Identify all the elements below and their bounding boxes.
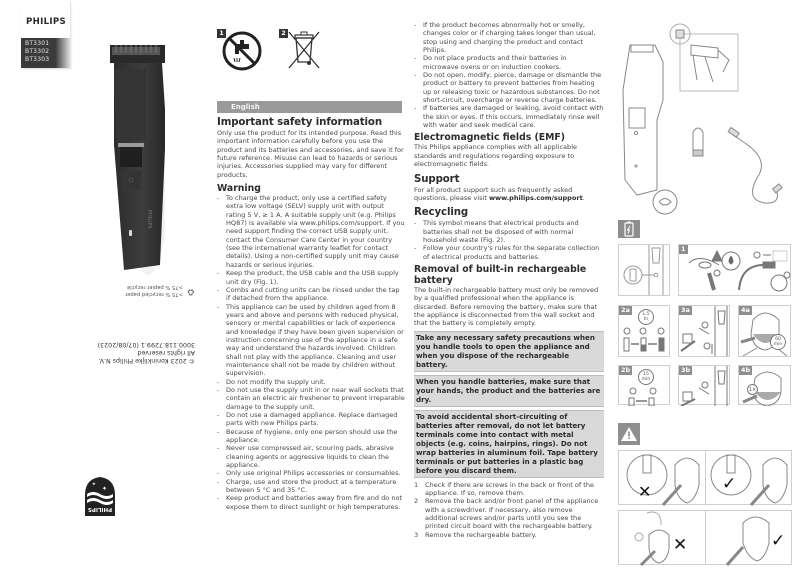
panel-usb-connect: [678, 244, 791, 296]
safety-heading: Important safety information: [217, 117, 382, 128]
warning-heading: Warning: [217, 183, 261, 195]
warning-section-tile: [618, 423, 640, 445]
warning-list-continued: [414, 21, 604, 129]
step-number: 3: [414, 530, 419, 539]
support-text: [414, 186, 604, 203]
philips-shield-logo: [82, 475, 118, 519]
removal-step: [414, 481, 604, 498]
support-text-body: For all product support such as frequently asked questions, please visit: [414, 185, 573, 202]
panel-tag: 4b: [741, 366, 751, 374]
warning-item: - To charge the product, only use a certified safety extra low voltage (SELV) supply unit with output rating 5 V, ≥ 1 A. A suitable supply unit (e.g. Philips HQ87) is available via www.philips.com/support. If you need support finding the correct USB supply unit, contact the Consumer Care Center in your country (see the international warranty leaflet for contact details). Using a non-certified supply unit may cause hazards or serious injuries.: [217, 194, 405, 269]
water-usage-panel: [618, 510, 792, 565]
step-text: Check if there are screws in the back or front of the appliance. If so, remove them.: [425, 480, 595, 497]
svg-text:✦: ✦: [91, 480, 96, 486]
wrong-mark-icon: ✕: [673, 535, 688, 555]
recycling-item: - This symbol means that electrical products and batteries shall not be disposed of with normal household waste (Fig. 2).: [414, 219, 604, 244]
panel-tag: 1: [681, 245, 686, 253]
battery-removal-heading: Removal of built-in rechargeable battery: [414, 263, 587, 286]
language-section-bar: English: [217, 101, 402, 113]
safety-intro: Only use the product for its intended purpose. Read this important information carefully before you use the product and its batteries and accessories, and save it for future reference. Misuse can lead to hazards or serious injuries. Accessories supplied may vary for different products.: [217, 129, 404, 179]
panel-plug-in-a: [678, 305, 730, 357]
model-number: BT3303: [25, 56, 50, 63]
run-time-badge: 60 min: [770, 334, 786, 350]
safety-callout: Take any necessary safety precautions when you handle tools to open the appliance and when you dispose of the rechargeable battery.: [414, 331, 604, 372]
warning-item: - Keep product and batteries away from fire and do not expose them to direct sunlight or high temperatures.: [217, 494, 405, 511]
shield-label: PHILIPS: [87, 506, 113, 512]
document-code: 3000.118.7299.1 (07/08/2023): [97, 341, 195, 348]
step-number: 2: [414, 497, 419, 506]
warning-item: - Only use original Philips accessories or consumables.: [217, 469, 405, 477]
warning-item: - Do not use the supply unit in or near wall sockets that contain an electric air freshener to prevent irreparable damage to the supply unit.: [217, 386, 405, 411]
warning-item: - Do not modify the supply unit.: [217, 378, 405, 386]
brand-logo: PHILIPS: [26, 17, 66, 27]
model-number: BT3301: [25, 40, 50, 47]
safety-callout: To avoid accidental short-circuiting of batteries after removal, do not let battery terminals come into contact with metal objects (e.g. coins, hairpins, rings). Do not wrap batteries in aluminum foil. Tape battery terminals or put batteries in a plastic bag before you discard them.: [414, 410, 604, 478]
one-time-badge: 1×: [747, 384, 758, 395]
figure-number: 2: [279, 29, 288, 38]
wrong-mark-icon: ✕: [638, 482, 652, 501]
panel-cordless-use: [738, 305, 791, 357]
svg-text:✦: ✦: [101, 484, 107, 491]
figure-1: [217, 20, 226, 39]
trimmer-product-image: [110, 45, 165, 275]
warning-item: - Because of hygiene, only one person should use the appliance.: [217, 428, 405, 445]
legal-notice: [80, 340, 195, 364]
warning-item: - Do not place products and their batteries in microwave ovens or on induction cookers.: [414, 54, 604, 71]
warning-item: - If the product becomes abnormally hot or smelly, changes color or if charging takes longer than usual, stop using and charging the product and contact Philips.: [414, 21, 604, 54]
recycle-icon: ♻: [186, 285, 195, 296]
check-mark-icon: ✓: [722, 474, 737, 494]
support-link[interactable]: www.philips.com/support: [488, 193, 583, 202]
model-list: [21, 38, 70, 68]
panel-plug-in-b: [678, 365, 730, 405]
warning-item: - Do not open, modify, pierce, damage or dismantle the product or battery to prevent batteries from heating up or releasing toxic or hazardous substances. Do not short-circuit, overcharge or reverse charge batteries.: [414, 71, 604, 104]
support-heading: Support: [414, 173, 460, 185]
battery-charge-icon: [618, 220, 640, 238]
panel-full-charge: [618, 305, 670, 357]
panel-tag: 2a: [621, 306, 630, 314]
crossed-out-wheelie-bin-icon: [287, 30, 321, 70]
cover-page: [0, 0, 205, 586]
panel-battery-indicator: [618, 244, 670, 296]
model-number: BT3302: [25, 48, 50, 55]
panel-quick-charge: [618, 365, 670, 405]
battery-removal-text: The built-in rechargeable battery must only be removed by a qualified professional when the appliance is discarded. Before removing the battery, make sure that the appliance is disconnected from the wall socket and that the battery is completely empty.: [414, 285, 599, 328]
recycled-text-en: >75 % recycled paper: [125, 291, 183, 297]
comb-usage-panel: [618, 450, 792, 505]
panel-quick-use: [738, 365, 791, 405]
figure-number: 1: [217, 29, 226, 38]
warning-item: - Combs and cutting units can be rinsed under the tap if detached from the appliance.: [217, 286, 405, 303]
warning-item: - Keep the product, the USB cable and the USB supply unit dry (Fig. 1).: [217, 269, 405, 286]
illustration-column: [605, 0, 808, 586]
warning-item: - If batteries are damaged or leaking, avoid contact with the skin or eyes. If this occurs, immediately rinse well with water and seek medical care.: [414, 104, 604, 129]
product-label: PHILIPS: [146, 210, 152, 229]
charge-time-badge: 15 min: [638, 369, 654, 385]
step-text: Remove the back and/or front panel of the appliance with a screwdriver. If necessary, also remove additional screws and/or parts until you see the printed circuit board with the rechargeable battery.: [425, 497, 599, 531]
step-number: 1: [414, 480, 419, 489]
step-text: Remove the rechargeable battery.: [425, 530, 537, 539]
panel-tag: 2b: [621, 366, 631, 374]
charge-time-badge: 1.5 hr: [638, 309, 654, 325]
emf-text: This Philips appliance complies with all applicable standards and regulations regarding exposure to electromagnetic fields.: [414, 143, 578, 169]
safety-callout: When you handle batteries, make sure that your hands, the product and the batteries are dry.: [414, 375, 604, 407]
panel-tag: 4a: [741, 306, 750, 314]
no-water-tap-icon: [221, 30, 263, 72]
copyright-text: © 2023 Koninklijke Philips N.V.: [98, 357, 195, 364]
support-text-end: .: [582, 193, 585, 202]
removal-step: [414, 531, 604, 539]
warning-item: - Do not use a damaged appliance. Replace damaged parts with new Philips parts.: [217, 411, 405, 428]
emf-heading: Electromagnetic fields (EMF): [414, 132, 565, 144]
recycling-item: - Follow your country's rules for the separate collection of electrical products and batteries.: [414, 244, 604, 261]
warning-item: - Never use compressed air, scouring pads, abrasive cleaning agents or aggressive liquids to clean the appliance.: [217, 444, 405, 469]
recycled-paper-note: [95, 284, 195, 297]
panel-tag: 3a: [681, 306, 690, 314]
removal-steps: [414, 481, 604, 539]
warning-triangle-icon: [618, 423, 640, 445]
warning-item: - Charge, use and store the product at a temperature between 5 °C and 35 °C.: [217, 478, 405, 495]
warning-list: [217, 194, 405, 511]
charging-section-tile: [618, 220, 640, 238]
figure-2: [279, 20, 288, 39]
product-overview-diagram: [605, 0, 808, 215]
panel-tag: 3b: [681, 366, 691, 374]
warning-item: - This appliance can be used by children aged from 8 years and above and persons with reduced physical, sensory or mental capabilities or lack of experience and knowledge if they have been given supervision or instruction concerning use of the appliance in a safe way and understand the hazards involved. Children shall not play with the appliance. Cleaning and user maintenance shall not be made by children without supervision.: [217, 303, 405, 378]
check-mark-icon: ✓: [771, 531, 786, 551]
removal-step: [414, 497, 604, 530]
recycling-list: [414, 219, 604, 261]
rights-text: All rights reserved: [137, 349, 195, 356]
recycling-heading: Recycling: [414, 207, 469, 219]
recycled-text-fr: >75 % papier recyclé: [126, 284, 183, 291]
